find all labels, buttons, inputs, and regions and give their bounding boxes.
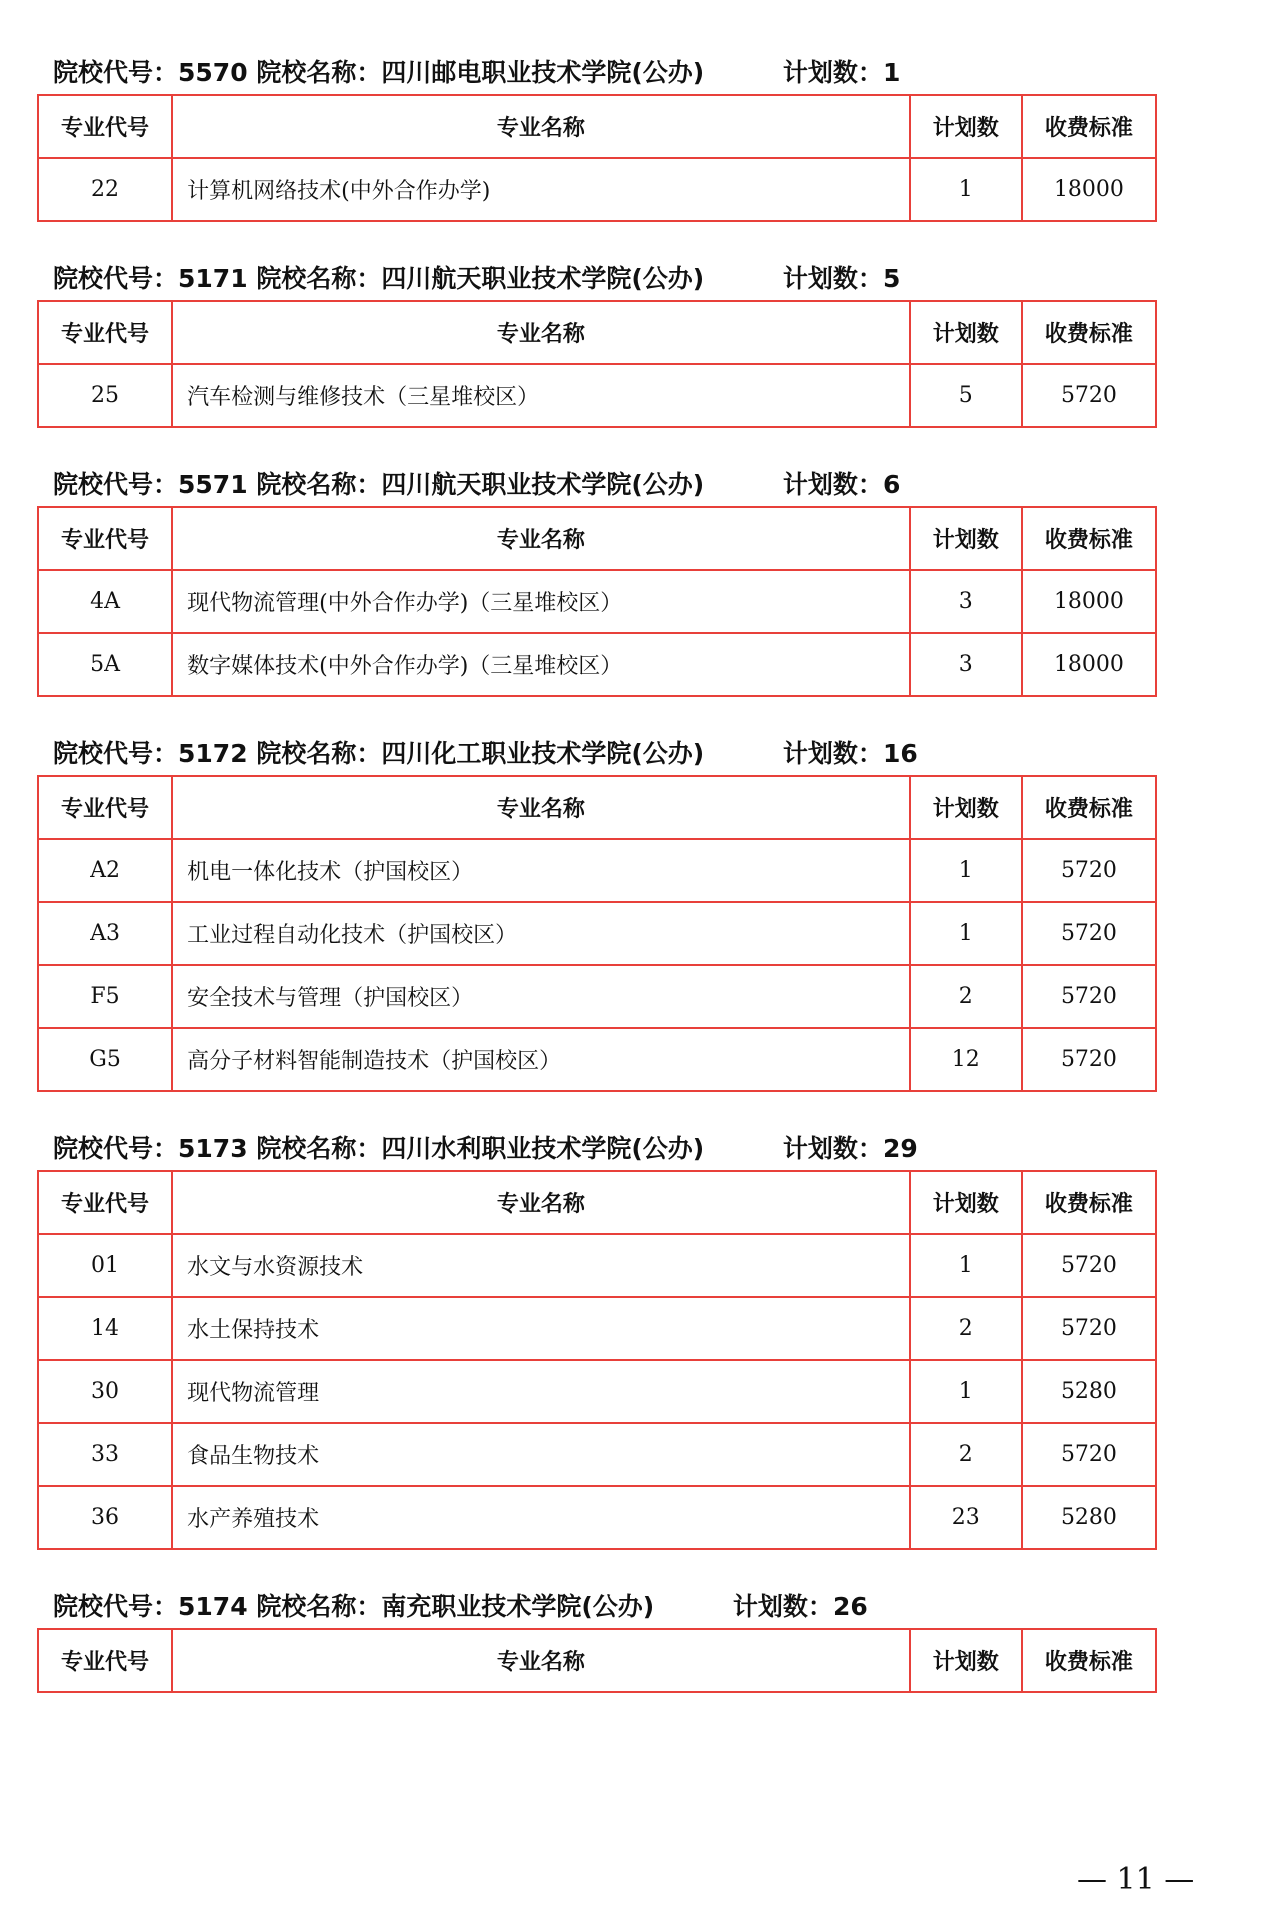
major-fee: 5280 xyxy=(1022,1486,1156,1549)
institution-heading xyxy=(37,258,1157,300)
institution-code: 5571 xyxy=(178,470,248,499)
major-code: 33 xyxy=(38,1423,172,1486)
institution-plan: 29 xyxy=(882,1134,918,1163)
major-code: 5A xyxy=(38,633,172,696)
major-name: 现代物流管理(中外合作办学)（三星堆校区） xyxy=(172,570,910,633)
header-code: 专业代号 xyxy=(38,507,172,570)
major-code: G5 xyxy=(38,1028,172,1091)
major-plan: 23 xyxy=(910,1486,1022,1549)
institution-name-label: 院校名称： xyxy=(256,1592,382,1621)
major-name: 水土保持技术 xyxy=(172,1297,910,1360)
table-row xyxy=(38,1423,1156,1486)
table-header-row xyxy=(38,1629,1156,1692)
major-code: 36 xyxy=(38,1486,172,1549)
table-row xyxy=(38,570,1156,633)
major-name: 食品生物技术 xyxy=(172,1423,910,1486)
institution-name-label: 院校名称： xyxy=(256,58,382,87)
header-plan: 计划数 xyxy=(910,301,1022,364)
major-code: 14 xyxy=(38,1297,172,1360)
institution-name: 四川航天职业技术学院(公办) xyxy=(381,470,705,499)
header-code: 专业代号 xyxy=(38,776,172,839)
major-name: 机电一体化技术（护国校区） xyxy=(172,839,910,902)
major-plan: 1 xyxy=(910,158,1022,221)
major-fee: 5720 xyxy=(1022,1297,1156,1360)
major-plan: 3 xyxy=(910,633,1022,696)
institution-heading xyxy=(37,733,1157,775)
institution-plan-label: 计划数： xyxy=(782,1134,883,1163)
institution-code-label: 院校代号： xyxy=(53,739,179,768)
table-row xyxy=(38,633,1156,696)
institution-code: 5570 xyxy=(178,58,248,87)
major-fee: 5720 xyxy=(1022,839,1156,902)
institution-block xyxy=(37,1128,1157,1550)
table-row xyxy=(38,839,1156,902)
table-header-row xyxy=(38,95,1156,158)
institution-plan: 16 xyxy=(882,739,918,768)
header-name: 专业名称 xyxy=(172,1171,910,1234)
major-plan: 2 xyxy=(910,1423,1022,1486)
institution-code-label: 院校代号： xyxy=(53,1592,179,1621)
header-name: 专业名称 xyxy=(172,95,910,158)
institution-code-label: 院校代号： xyxy=(53,1134,179,1163)
major-plan: 5 xyxy=(910,364,1022,427)
major-name: 数字媒体技术(中外合作办学)（三星堆校区） xyxy=(172,633,910,696)
table-header-row xyxy=(38,301,1156,364)
header-code: 专业代号 xyxy=(38,1629,172,1692)
header-name: 专业名称 xyxy=(172,776,910,839)
institution-plan: 1 xyxy=(882,58,901,87)
institution-plan: 5 xyxy=(882,264,901,293)
institution-plan: 6 xyxy=(882,470,901,499)
institution-code-label: 院校代号： xyxy=(53,264,179,293)
major-fee: 18000 xyxy=(1022,633,1156,696)
header-plan: 计划数 xyxy=(910,776,1022,839)
major-code: 4A xyxy=(38,570,172,633)
institution-heading xyxy=(37,52,1157,94)
institution-code-label: 院校代号： xyxy=(53,58,179,87)
majors-table xyxy=(37,300,1157,428)
institution-block xyxy=(37,1586,1157,1693)
institution-block xyxy=(37,258,1157,428)
table-row xyxy=(38,1360,1156,1423)
header-code: 专业代号 xyxy=(38,95,172,158)
header-fee: 收费标准 xyxy=(1022,1171,1156,1234)
institution-block xyxy=(37,52,1157,222)
major-fee: 5720 xyxy=(1022,1234,1156,1297)
major-fee: 5720 xyxy=(1022,1423,1156,1486)
header-fee: 收费标准 xyxy=(1022,301,1156,364)
table-header-row xyxy=(38,507,1156,570)
major-code: A2 xyxy=(38,839,172,902)
header-name: 专业名称 xyxy=(172,1629,910,1692)
major-fee: 5720 xyxy=(1022,965,1156,1028)
institution-code: 5174 xyxy=(178,1592,248,1621)
major-fee: 18000 xyxy=(1022,570,1156,633)
major-plan: 2 xyxy=(910,965,1022,1028)
major-name: 计算机网络技术(中外合作办学) xyxy=(172,158,910,221)
institution-name-label: 院校名称： xyxy=(256,264,382,293)
header-plan: 计划数 xyxy=(910,507,1022,570)
majors-table xyxy=(37,506,1157,697)
table-header-row xyxy=(38,1171,1156,1234)
header-plan: 计划数 xyxy=(910,95,1022,158)
major-plan: 12 xyxy=(910,1028,1022,1091)
major-code: F5 xyxy=(38,965,172,1028)
page-number: — 11 — xyxy=(1077,1862,1195,1897)
table-row xyxy=(38,1234,1156,1297)
header-fee: 收费标准 xyxy=(1022,95,1156,158)
institution-name-label: 院校名称： xyxy=(256,739,382,768)
major-code: A3 xyxy=(38,902,172,965)
institution-plan-label: 计划数： xyxy=(782,264,883,293)
table-row xyxy=(38,1297,1156,1360)
major-fee: 5280 xyxy=(1022,1360,1156,1423)
institution-plan: 26 xyxy=(832,1592,868,1621)
header-fee: 收费标准 xyxy=(1022,507,1156,570)
major-name: 安全技术与管理（护国校区） xyxy=(172,965,910,1028)
institution-name: 四川水利职业技术学院(公办) xyxy=(381,1134,705,1163)
major-code: 01 xyxy=(38,1234,172,1297)
institution-name: 南充职业技术学院(公办) xyxy=(381,1592,655,1621)
header-plan: 计划数 xyxy=(910,1629,1022,1692)
institution-plan-label: 计划数： xyxy=(782,58,883,87)
table-header-row xyxy=(38,776,1156,839)
major-fee: 18000 xyxy=(1022,158,1156,221)
table-row xyxy=(38,902,1156,965)
institution-block xyxy=(37,733,1157,1092)
major-fee: 5720 xyxy=(1022,364,1156,427)
major-plan: 1 xyxy=(910,839,1022,902)
header-fee: 收费标准 xyxy=(1022,776,1156,839)
table-row xyxy=(38,965,1156,1028)
major-plan: 1 xyxy=(910,1234,1022,1297)
majors-table xyxy=(37,1628,1157,1693)
header-name: 专业名称 xyxy=(172,507,910,570)
major-name: 水文与水资源技术 xyxy=(172,1234,910,1297)
institution-code: 5172 xyxy=(178,739,248,768)
major-name: 汽车检测与维修技术（三星堆校区） xyxy=(172,364,910,427)
majors-table xyxy=(37,94,1157,222)
institution-heading xyxy=(37,1128,1157,1170)
major-code: 25 xyxy=(38,364,172,427)
major-plan: 1 xyxy=(910,1360,1022,1423)
institution-code: 5173 xyxy=(178,1134,248,1163)
majors-table xyxy=(37,1170,1157,1550)
institution-plan-label: 计划数： xyxy=(782,739,883,768)
table-row xyxy=(38,364,1156,427)
major-fee: 5720 xyxy=(1022,902,1156,965)
institution-heading xyxy=(37,1586,1157,1628)
major-code: 30 xyxy=(38,1360,172,1423)
header-code: 专业代号 xyxy=(38,1171,172,1234)
institution-name: 四川邮电职业技术学院(公办) xyxy=(381,58,705,87)
institution-plan-label: 计划数： xyxy=(782,470,883,499)
major-name: 现代物流管理 xyxy=(172,1360,910,1423)
header-plan: 计划数 xyxy=(910,1171,1022,1234)
major-name: 工业过程自动化技术（护国校区） xyxy=(172,902,910,965)
institution-block xyxy=(37,464,1157,697)
table-row xyxy=(38,1028,1156,1091)
institution-code: 5171 xyxy=(178,264,248,293)
major-code: 22 xyxy=(38,158,172,221)
institution-code-label: 院校代号： xyxy=(53,470,179,499)
majors-table xyxy=(37,775,1157,1092)
header-fee: 收费标准 xyxy=(1022,1629,1156,1692)
major-name: 水产养殖技术 xyxy=(172,1486,910,1549)
institution-name: 四川化工职业技术学院(公办) xyxy=(381,739,705,768)
major-fee: 5720 xyxy=(1022,1028,1156,1091)
institution-plan-label: 计划数： xyxy=(732,1592,833,1621)
major-plan: 3 xyxy=(910,570,1022,633)
header-name: 专业名称 xyxy=(172,301,910,364)
institution-heading xyxy=(37,464,1157,506)
major-plan: 2 xyxy=(910,1297,1022,1360)
institution-name: 四川航天职业技术学院(公办) xyxy=(381,264,705,293)
institution-name-label: 院校名称： xyxy=(256,1134,382,1163)
header-code: 专业代号 xyxy=(38,301,172,364)
table-row xyxy=(38,1486,1156,1549)
major-name: 高分子材料智能制造技术（护国校区） xyxy=(172,1028,910,1091)
admission-plan-content xyxy=(37,52,1157,1693)
major-plan: 1 xyxy=(910,902,1022,965)
institution-name-label: 院校名称： xyxy=(256,470,382,499)
table-row xyxy=(38,158,1156,221)
